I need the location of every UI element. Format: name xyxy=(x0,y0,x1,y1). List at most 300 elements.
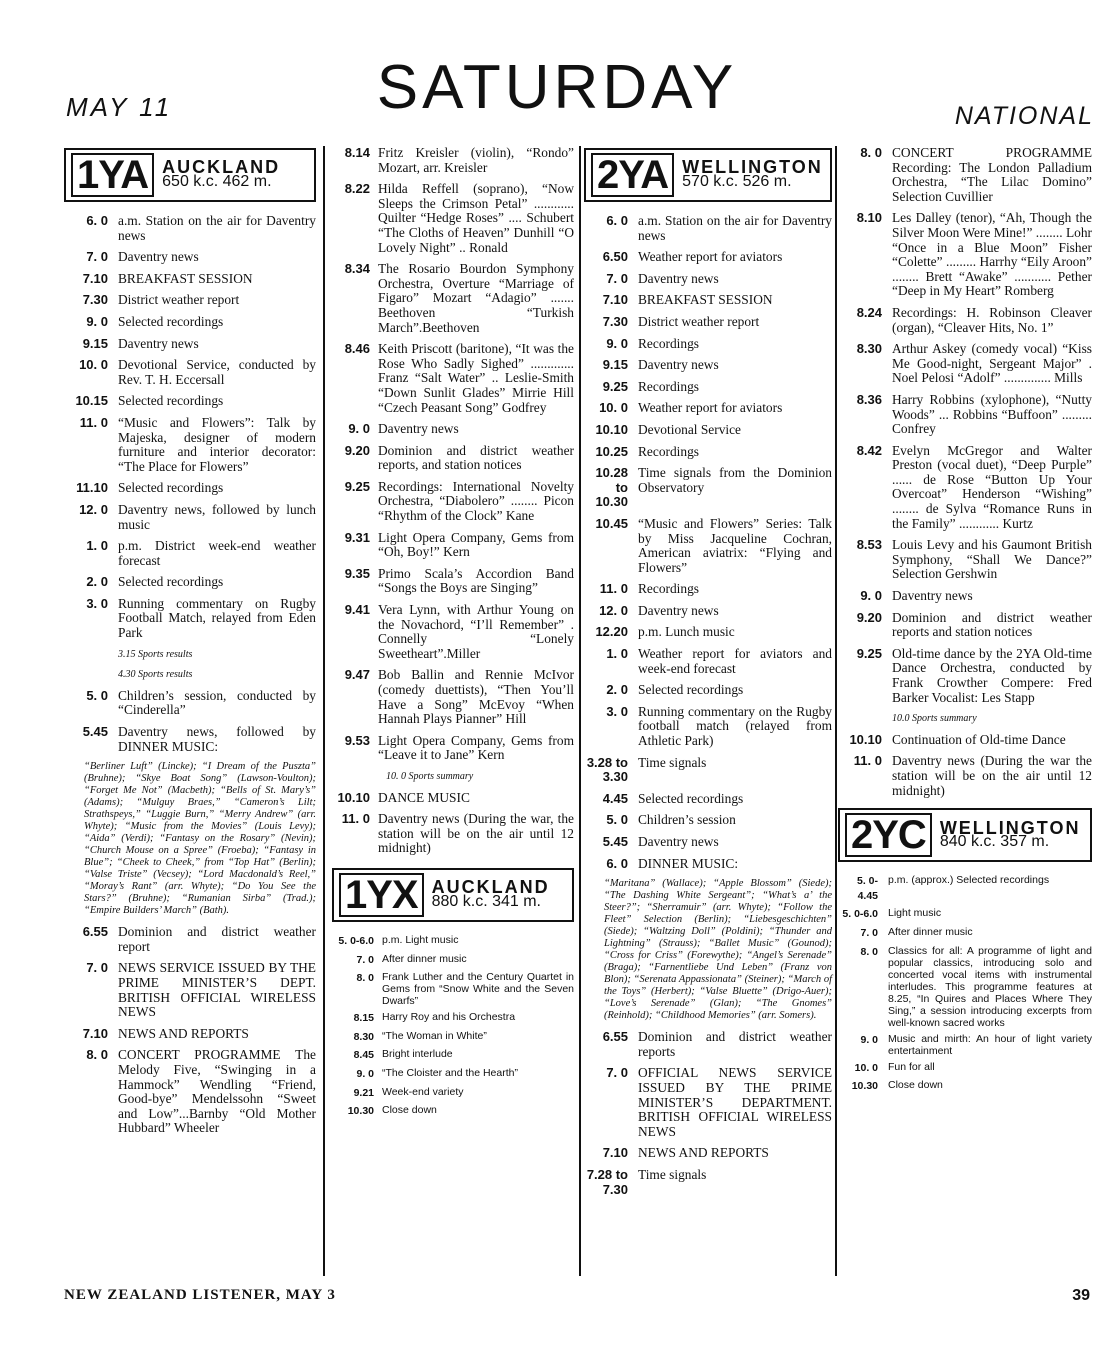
programme-description: Frank Luther and the Century Quartet in Gems from “Snow White and the Seven Dwarfs” xyxy=(382,971,574,1008)
time-label: 7. 0 xyxy=(606,270,628,286)
programme-description: p.m. (approx.) Selected recordings xyxy=(888,874,1050,887)
time-label: 11. 0 xyxy=(599,581,628,597)
programme-description: p.m. Light music xyxy=(382,933,459,946)
schedule-item xyxy=(838,589,1092,604)
programme-description: Selected recordings xyxy=(638,682,744,698)
schedule-list xyxy=(332,146,574,763)
column-2ya xyxy=(584,146,832,1204)
time-label: 7.10 xyxy=(82,270,108,286)
schedule-item xyxy=(584,625,832,640)
station-logo-2ya: 2YA xyxy=(591,153,674,197)
programme-description: Dominion and district weather reports xyxy=(638,1029,832,1059)
time-label: 11.10 xyxy=(76,480,108,496)
schedule-item xyxy=(584,683,832,698)
schedule-item xyxy=(584,272,832,287)
schedule-item xyxy=(64,394,316,409)
time-label: 9.41 xyxy=(344,602,370,618)
time-label: 9.31 xyxy=(344,529,370,545)
time-label: 8.15 xyxy=(353,1012,374,1025)
programme-description: OFFICIAL NEWS SERVICE ISSUED BY THE PRIME MINISTER’S DEPARTMENT. BRITISH OFFICIAL WIRELESS NEWS xyxy=(638,1065,832,1139)
schedule-item xyxy=(838,393,1092,437)
time-label: 10. 0 xyxy=(854,1061,878,1074)
schedule-list xyxy=(838,874,1092,1094)
schedule-item xyxy=(584,250,832,265)
schedule-item xyxy=(584,315,832,330)
schedule-item xyxy=(838,945,1092,1029)
station-name: AUCKLAND xyxy=(431,877,550,898)
programme-description: Evelyn McGregor and Walter Preston (vocal duet), “Deep Purple” ...... de Rose “Button Up Your Overcoat” Henderson “Wishing” ........ de Sylva “Romance Runs in the Family” ............ Kurtz xyxy=(892,442,1092,531)
programme-description: Close down xyxy=(382,1104,437,1117)
programme-description: Weather report for aviators xyxy=(638,249,783,265)
time-label: 8. 0 xyxy=(356,972,374,985)
programme-description: Hilda Reffell (soprano), “Now Sleeps the Crimson Petal” ............ Quilter “Hedge Roses” .... Schubert “The Cloths of Heaven” Dunhill “O Lovely Night” .. Ronald xyxy=(378,181,574,255)
time-label: 8.24 xyxy=(856,304,882,320)
programme-description: Old-time dance by the 2YA Old-time Dance Orchestra, conducted by Frank Crowther Compere: Fred Barker Vocalist: Les Stapp xyxy=(892,645,1092,705)
schedule-item xyxy=(332,1048,574,1063)
programme-description: a.m. Station on the air for Daventry news xyxy=(638,213,832,243)
network-heading: NATIONAL xyxy=(954,102,1094,130)
date-heading: MAY 11 xyxy=(66,92,173,122)
programme-description: Vera Lynn, with Arthur Young on the Novachord, “I’ll Remember” . Connelly “Lonely Sweetheart”.Miller xyxy=(378,602,574,661)
sports-note: 10.0 Sports summary xyxy=(892,713,977,725)
schedule-item xyxy=(64,1027,316,1042)
programme-description: Light Opera Company, Gems from “Leave it to Jane” Kern xyxy=(378,732,574,763)
schedule-item xyxy=(64,250,316,265)
column-divider xyxy=(835,146,837,1276)
programme-description: Daventry news xyxy=(638,357,719,373)
station-frequency: 650 k.c. 462 m. xyxy=(162,173,272,190)
dinner-music-list: “Berliner Luft” (Lincke); “I Dream of the Puszta” (Bruhne); “Skye Boat Song” (Lawson-Voulton); “Forget Me Not” (Macbeth); “Bells of St. Mary’s” (Adams); “Mulguy Braes,” “Cameron’s Lilt; Strathspeys,” “Luggie Burn,” “Merry Andrew” (arr. Whyte); “Music from the Movies” (Louis Levy); “Aida” (Verdi); “Fantasy on the Rosary” (Nevin); “Church Mouse on a Spree” (Froeba); “Fantasy in Blue”; “Cheek to Cheek,” from “Top Hat” (Berlin); “Valse Triste” (Vecsey); “Lord Macdonald’s Reel,” “Moray’s Rant” (arr. Whyte); “Do You See the Stars?” (Bruhne); “Rumanian Sirba” (Trad.); “Empire Builders’ March” (Bath). xyxy=(84,761,316,917)
programme-description: Daventry news (During the war, the station will be on the air until 12 midnight) xyxy=(378,811,574,856)
programme-description: Dominion and district weather report xyxy=(118,924,316,954)
schedule-item xyxy=(584,792,832,807)
schedule-item xyxy=(838,754,1092,798)
programme-description: Classics for all: A programme of light and popular classics, introducing solo and concerted vocal items with instrumental interludes. This programme features at 8.25, “In Quires and Places Where They Sing,” a session introducing excerpts from well-known sacred works xyxy=(888,944,1092,1029)
schedule-item xyxy=(64,539,316,568)
time-label: 9.20 xyxy=(344,442,370,458)
station-logo-1yx: 1YX xyxy=(339,873,424,917)
programme-description: Daventry news, followed by DINNER MUSIC: xyxy=(118,724,316,754)
time-label: 9.15 xyxy=(82,335,108,351)
programme-description: After dinner music xyxy=(888,925,973,938)
schedule-item xyxy=(838,874,1092,903)
schedule-item xyxy=(584,401,832,416)
time-label: 7.30 xyxy=(82,292,108,308)
programme-description: CONCERT PROGRAMME Recording: The London Palladium Orchestra, “The Lilac Domino” Selection Cuvillier xyxy=(892,145,1092,204)
programme-description: a.m. Station on the air for Daventry news xyxy=(118,213,316,243)
time-label: 8.30 xyxy=(856,341,882,357)
schedule-item xyxy=(332,812,574,856)
schedule-list xyxy=(838,733,1092,798)
schedule-item xyxy=(838,733,1092,748)
schedule-item xyxy=(584,756,832,785)
schedule-item xyxy=(332,480,574,524)
time-label: 6.50 xyxy=(602,249,628,265)
time-label: 10.30 xyxy=(347,1105,374,1118)
programme-description: Children’s session, conducted by “Cinderella” xyxy=(118,687,316,718)
schedule-item xyxy=(64,315,316,330)
schedule-item xyxy=(584,647,832,676)
programme-description: DINNER MUSIC: xyxy=(638,855,739,871)
time-label: 3.28 to 3.30 xyxy=(586,754,628,785)
programme-description: Devotional Service xyxy=(638,421,741,437)
schedule-item xyxy=(332,444,574,473)
schedule-list xyxy=(584,1030,832,1197)
time-label: 6.55 xyxy=(82,924,108,940)
programme-description: Recordings: H. Robinson Cleaver (organ), “Cleaver Hits, No. 1” xyxy=(892,304,1092,335)
schedule-item xyxy=(332,791,574,806)
programme-description: Weather report for aviators and week-end forecast xyxy=(638,646,832,676)
schedule-item xyxy=(64,925,316,954)
programme-description: Recordings xyxy=(638,443,699,459)
schedule-item xyxy=(584,1168,832,1197)
schedule-item xyxy=(838,926,1092,941)
programme-description: District weather report xyxy=(638,313,760,329)
schedule-item xyxy=(332,342,574,415)
schedule-item xyxy=(838,444,1092,532)
station-frequency: 570 k.c. 526 m. xyxy=(682,173,792,190)
programme-description: Time signals xyxy=(638,754,707,770)
schedule-item xyxy=(332,146,574,175)
programme-description: Daventry news xyxy=(638,270,719,286)
time-label: 7.10 xyxy=(602,292,628,308)
time-label: 7. 0 xyxy=(860,926,878,939)
schedule-item xyxy=(838,211,1092,299)
programme-description: Harry Robbins (xylophone), “Nutty Woods” ... Robbins “Buffoon” ......... Confrey xyxy=(892,391,1092,437)
time-label: 11. 0 xyxy=(79,414,108,430)
programme-description: The Rosario Bourdon Symphony Orchestra, Overture “Marriage of Figaro” Mozart “Adagio” ....... Beethoven “Turkish March”.Beethoven xyxy=(378,261,574,335)
time-label: 11. 0 xyxy=(341,811,370,827)
time-label: 9.25 xyxy=(344,478,370,494)
schedule-item xyxy=(64,1048,316,1136)
station-name: WELLINGTON xyxy=(682,157,823,178)
programme-description: District weather report xyxy=(118,292,240,308)
programme-description: Light Opera Company, Gems from “Oh, Boy!” Kern xyxy=(378,529,574,560)
programme-description: Selected recordings xyxy=(118,574,224,590)
programme-description: Recordings xyxy=(638,378,699,394)
programme-description: Les Dalley (tenor), “Ah, Though the Silver Moon Were Mine!” ........ Lohr “Once in a Blue Moon” Fisher “Colette” ......... Harrhy “Eily Aroon” ........ Brett “Awake” ........... Pether “Deep in My Heart” Romberg xyxy=(892,210,1092,299)
programme-description: Recordings xyxy=(638,335,699,351)
schedule-item xyxy=(64,503,316,532)
schedule-item xyxy=(332,567,574,596)
schedule-item xyxy=(584,380,832,395)
publication-footer: NEW ZEALAND LISTENER, MAY 3 xyxy=(64,1287,336,1303)
station-logo-1ya: 1YA xyxy=(71,153,154,197)
time-label: 7.10 xyxy=(82,1025,108,1041)
schedule-item xyxy=(584,1066,832,1139)
time-label: 1. 0 xyxy=(606,646,628,662)
programme-description: Fun for all xyxy=(888,1060,935,1073)
station-box-2ya xyxy=(584,148,832,202)
dinner-music-list: “Maritana” (Wallace); “Apple Blossom” (Siede); “The Dashing White Sergeant”; “What’s a’ the Steer?”; “Sherramuir” (arr. Whyte); “Follow the Fleet” Selection (Berlin); “Liebesgeschichten” (Siede); “Waltzing Doll” (Poldini); “Thunder and Lightning” (Strauss); “Ballet Music” (Gounod); “Cross for Criss” (Forewythe); “Angel’s Serenade” (Braga); “Farnentliebe Und Leben” (Franz von Blon); “Serenata Appassionata” (Steiner); “March of the Toys” (Herbert); “Valse Bluette” (Drigo-Auer); “Love’s Serenade” (Glan); “The Gnomes” (Reinhold); “Childhood Memories” (arr. Somers). xyxy=(604,878,832,1022)
schedule-item xyxy=(64,961,316,1019)
time-label: 1. 0 xyxy=(86,538,108,554)
time-label: 8.14 xyxy=(344,145,370,160)
programme-description: Primo Scala’s Accordion Band “Songs the Boys are Singing” xyxy=(378,565,574,596)
programme-description: Bob Ballin and Rennie McIvor (comedy duettists), “Then You’ll Have a Song” McEvoy “When Hannah Plays Pianner” Hill xyxy=(378,667,574,727)
programme-description: Music and mirth: An hour of light variety entertainment xyxy=(888,1032,1092,1057)
time-label: 8.45 xyxy=(353,1049,374,1062)
time-label: 8. 0 xyxy=(860,945,878,958)
schedule-item xyxy=(64,575,316,590)
schedule-item xyxy=(838,538,1092,582)
time-label: 2. 0 xyxy=(86,574,108,590)
schedule-item xyxy=(332,971,574,1007)
schedule-item xyxy=(584,1030,832,1059)
schedule-item xyxy=(332,182,574,255)
schedule-item xyxy=(584,337,832,352)
time-label: 9. 0 xyxy=(860,1033,878,1046)
time-label: 8.42 xyxy=(856,442,882,458)
time-label: 9. 0 xyxy=(348,421,370,437)
programme-description: Close down xyxy=(888,1079,943,1092)
time-label: 9.15 xyxy=(602,357,628,373)
time-label: 7. 0 xyxy=(86,960,108,976)
schedule-item xyxy=(332,603,574,661)
schedule-item xyxy=(64,214,316,243)
schedule-item xyxy=(838,146,1092,204)
programme-description: After dinner music xyxy=(382,952,467,965)
time-label: 8.10 xyxy=(856,210,882,226)
programme-description: CONCERT PROGRAMME The Melody Five, “Swinging in a Hammock” Wendling “Friend, Good-bye” Mendelssohn “Sweet and Low”...Barnby “Old Mother Hubbard” Wheeler xyxy=(118,1047,316,1136)
programme-description: Fritz Kreisler (violin), “Rondo” Mozart, arr. Kreisler xyxy=(378,145,574,175)
programme-description: Daventry news xyxy=(118,249,199,265)
schedule-item xyxy=(332,1086,574,1101)
time-label: 5. 0 xyxy=(86,687,108,703)
schedule-list xyxy=(332,791,574,856)
time-label: 9.47 xyxy=(344,667,370,683)
programme-description: DANCE MUSIC xyxy=(378,789,470,805)
schedule-item xyxy=(584,358,832,373)
programme-description: Dominion and district weather reports, and station notices xyxy=(378,442,574,473)
schedule-item xyxy=(584,214,832,243)
programme-description: Daventry news xyxy=(892,588,973,604)
schedule-item xyxy=(64,416,316,474)
programme-description: Light music xyxy=(888,907,942,920)
time-label: 9.53 xyxy=(344,732,370,748)
column-1ya-evening xyxy=(332,146,574,1123)
station-frequency: 880 k.c. 341 m. xyxy=(431,892,541,910)
station-frequency: 840 k.c. 357 m. xyxy=(939,833,1050,851)
schedule-item xyxy=(64,337,316,352)
schedule-item xyxy=(838,1061,1092,1076)
schedule-item xyxy=(584,423,832,438)
time-label: 4.45 xyxy=(602,790,628,806)
time-label: 9.20 xyxy=(856,609,882,625)
schedule-item xyxy=(838,647,1092,705)
programme-description: Daventry news (During the war the station will be on the air until 12 midnight) xyxy=(892,753,1092,798)
time-label: 8.53 xyxy=(856,537,882,553)
schedule-item xyxy=(584,517,832,575)
programme-description: Arthur Askey (comedy vocal) “Kiss Me Good-night, Sergeant Major” . Noel Pelosi “Adolf” .............. Mills xyxy=(892,341,1092,386)
time-label: 6. 0 xyxy=(606,855,628,871)
programme-description: Daventry news xyxy=(638,834,719,849)
time-label: 9. 0 xyxy=(606,335,628,351)
schedule-item xyxy=(584,466,832,510)
schedule-item xyxy=(332,1030,574,1045)
programme-description: Daventry news, followed by lunch music xyxy=(118,501,316,532)
schedule-item xyxy=(584,445,832,460)
time-label: 10.10 xyxy=(337,789,370,805)
schedule-item xyxy=(64,358,316,387)
programme-description: NEWS AND REPORTS xyxy=(118,1025,249,1041)
time-label: 7. 0 xyxy=(86,249,108,265)
schedule-item xyxy=(332,668,574,726)
time-label: 10.28 to 10.30 xyxy=(595,465,628,510)
page-number: 39 xyxy=(1072,1287,1090,1304)
schedule-item xyxy=(64,725,316,754)
programme-description: Keith Priscott (baritone), “It was the Rose Who Sadly Sighed” ............. Franz “Salt Water” .. Leslie-Smith “Down Sunlit Glades” Mirrie Hill “Czech Peasant Song” Godfrey xyxy=(378,341,574,415)
programme-description: “The Woman in White” xyxy=(382,1029,487,1042)
programme-description: Recordings xyxy=(638,581,699,597)
schedule-item xyxy=(332,934,574,949)
time-label: 8.22 xyxy=(344,181,370,197)
station-box-1ya xyxy=(64,148,316,202)
schedule-item xyxy=(64,293,316,308)
schedule-item xyxy=(838,611,1092,640)
station-name: AUCKLAND xyxy=(162,157,281,178)
programme-description: Louis Levy and his Gaumont British Symphony, “Shall We Dance?” Selection Gershwin xyxy=(892,537,1092,582)
time-label: 7. 0 xyxy=(606,1065,628,1081)
time-label: 10.25 xyxy=(595,443,628,459)
schedule-list xyxy=(584,214,832,871)
time-label: 8.34 xyxy=(344,261,370,277)
sports-note: 4.30 Sports results xyxy=(118,669,193,681)
time-label: 3. 0 xyxy=(606,703,628,719)
schedule-item xyxy=(332,734,574,763)
programme-description: NEWS AND REPORTS xyxy=(638,1145,769,1161)
programme-description: Running commentary on the Rugby football match (relayed from Athletic Park) xyxy=(638,703,832,749)
schedule-item xyxy=(332,1067,574,1082)
time-label: 8. 0 xyxy=(860,145,882,160)
schedule-item xyxy=(332,1011,574,1026)
time-label: 9. 0 xyxy=(860,588,882,604)
programme-description: Continuation of Old-time Dance xyxy=(892,731,1066,747)
time-label: 12. 0 xyxy=(599,602,628,618)
schedule-list xyxy=(838,146,1092,705)
programme-description: BREAKFAST SESSION xyxy=(118,270,253,286)
time-label: 9. 0 xyxy=(356,1067,374,1080)
programme-description: BREAKFAST SESSION xyxy=(638,292,773,308)
programme-description: Selected recordings xyxy=(118,393,224,409)
time-label: 10.45 xyxy=(595,515,628,531)
time-label: 7. 0 xyxy=(356,953,374,966)
column-1ya xyxy=(64,146,316,1143)
programme-description: Daventry news xyxy=(378,421,459,437)
schedule-item xyxy=(838,1033,1092,1057)
time-label: 10.10 xyxy=(595,421,628,437)
time-label: 10.10 xyxy=(849,731,882,747)
programme-description: Weather report for aviators xyxy=(638,400,783,416)
sports-note: 3.15 Sports results xyxy=(118,648,193,660)
schedule-item xyxy=(332,953,574,968)
time-label: 9. 0 xyxy=(86,313,108,329)
programme-description: Recordings: International Novelty Orchestra, “Diabolero” ........ Picon “Rhythm of the Clock” Kane xyxy=(378,478,574,524)
programme-description: Selected recordings xyxy=(638,790,744,806)
programme-description: Time signals from the Dominion Observatory xyxy=(638,465,832,495)
time-label: 3. 0 xyxy=(86,595,108,611)
schedule-item xyxy=(838,1079,1092,1094)
time-label: 12. 0 xyxy=(79,501,108,517)
station-name: WELLINGTON xyxy=(939,817,1081,838)
programme-description: Daventry news xyxy=(638,602,719,618)
station-box-1yx xyxy=(332,868,574,922)
time-label: 9.25 xyxy=(602,378,628,394)
time-label: 6. 0 xyxy=(86,213,108,228)
column-divider xyxy=(323,146,325,1276)
time-label: 5. 0-6.0 xyxy=(842,908,878,921)
time-label: 7.28 to 7.30 xyxy=(586,1166,628,1197)
schedule-item xyxy=(64,272,316,287)
time-label: 8.36 xyxy=(856,391,882,407)
schedule-list xyxy=(64,689,316,754)
programme-description: Dominion and district weather reports and station notices xyxy=(892,609,1092,640)
schedule-item xyxy=(64,689,316,718)
time-label: 5.45 xyxy=(602,834,628,849)
time-label: 11. 0 xyxy=(853,753,882,769)
time-label: 5. 0-6.0 xyxy=(338,934,374,947)
time-label: 8.30 xyxy=(353,1030,374,1043)
time-label: 5. 0-4.45 xyxy=(856,875,878,902)
programme-description: Selected recordings xyxy=(118,480,224,496)
station-logo-2yc: 2YC xyxy=(845,813,932,857)
sports-note: 10. 0 Sports summary xyxy=(386,770,474,782)
time-label: 7.10 xyxy=(602,1145,628,1161)
time-label: 5. 0 xyxy=(606,812,628,828)
schedule-list xyxy=(332,934,574,1119)
schedule-item xyxy=(584,835,832,850)
programme-description: NEWS SERVICE ISSUED BY THE PRIME MINISTER’S DEPT. BRITISH OFFICIAL WIRELESS NEWS xyxy=(118,960,316,1020)
programme-description: Children’s session xyxy=(638,812,736,828)
time-label: 6. 0 xyxy=(606,213,628,228)
programme-description: “The Cloister and the Hearth” xyxy=(382,1066,518,1079)
time-label: 5.45 xyxy=(82,724,108,740)
programme-description: “Music and Flowers”: Talk by Majeska, designer of modern furniture and interior decorator: “The Place for Flowers” xyxy=(118,414,316,474)
schedule-item xyxy=(64,597,316,641)
station-box-2yc xyxy=(838,808,1092,862)
schedule-item xyxy=(584,705,832,749)
schedule-item xyxy=(584,813,832,828)
schedule-item xyxy=(838,907,1092,922)
schedule-item xyxy=(584,293,832,308)
time-label: 10.15 xyxy=(75,393,108,409)
schedule-item xyxy=(64,481,316,496)
programme-description: Bright interlude xyxy=(382,1048,453,1061)
time-label: 6.55 xyxy=(602,1029,628,1045)
programme-description: p.m. District week-end weather forecast xyxy=(118,538,316,568)
schedule-item xyxy=(332,1104,574,1119)
schedule-item xyxy=(332,531,574,560)
schedule-item xyxy=(584,604,832,619)
time-label: 9.35 xyxy=(344,565,370,581)
schedule-item xyxy=(838,342,1092,386)
programme-description: Running commentary on Rugby Football Match, relayed from Eden Park xyxy=(118,595,316,641)
schedule-item xyxy=(584,582,832,597)
programme-description: p.m. Lunch music xyxy=(638,624,735,640)
time-label: 10.30 xyxy=(851,1080,878,1093)
time-label: 9.25 xyxy=(856,645,882,661)
schedule-list xyxy=(64,214,316,641)
column-divider xyxy=(579,146,581,1276)
time-label: 10. 0 xyxy=(599,400,628,416)
time-label: 2. 0 xyxy=(606,682,628,698)
schedule-item xyxy=(584,1146,832,1161)
schedule-item xyxy=(838,306,1092,335)
time-label: 10. 0 xyxy=(79,357,108,373)
programme-description: Week-end variety xyxy=(382,1085,464,1098)
schedule-item xyxy=(332,262,574,335)
schedule-item xyxy=(584,857,832,872)
